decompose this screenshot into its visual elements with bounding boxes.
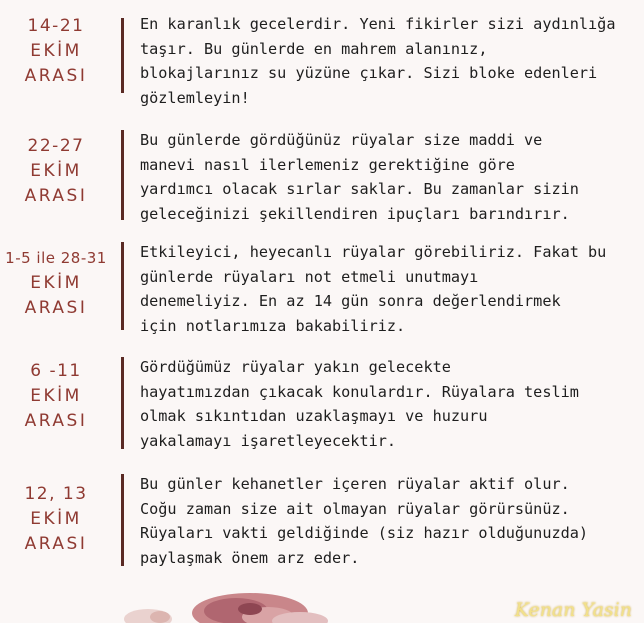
date-suffix: ARASI <box>24 66 88 86</box>
text-line: yardımcı olacak sırlar saklar. Bu zamanlar sizin <box>140 180 579 198</box>
divider-bar <box>121 474 124 566</box>
text-line: Rüyaları vakti geldiğinde (siz hazır olduğunuzda) <box>140 524 589 542</box>
text-line: gözlemleyin! <box>140 88 250 107</box>
text-line: olmak sıkıntıdan uzaklaşmayı ve huzuru <box>140 407 488 425</box>
divider-bar <box>121 130 124 220</box>
entry-date <box>0 14 112 89</box>
entry-date <box>0 359 112 434</box>
petal-shape <box>150 611 170 623</box>
signature-watermark: Kenan Yasin <box>514 599 632 621</box>
date-range: 22-27 <box>27 136 85 156</box>
text-line: yakalamayı işaretleyecektir. <box>140 431 397 450</box>
entry-text <box>140 472 640 570</box>
divider-bar <box>121 242 124 330</box>
text-line: manevi nasıl ilerlemeniz gerektiğine göre <box>140 155 515 174</box>
date-month: EKİM <box>30 161 82 181</box>
entry-text <box>140 355 640 453</box>
text-line: taşır. Bu günlerde en mahrem alanınız, <box>140 39 488 58</box>
entry-text <box>140 128 640 226</box>
text-line: Gördüğümüz rüyalar yakın gelecekte <box>140 358 451 376</box>
date-month: EKİM <box>30 509 82 529</box>
date-range: 14-21 <box>27 16 85 36</box>
text-line: paylaşmak önem arz eder. <box>140 548 360 567</box>
date-month: EKİM <box>30 273 82 293</box>
date-suffix: ARASI <box>24 298 88 318</box>
text-line: denemeliyiz. En az 14 gün sonra değerlendirmek <box>140 292 561 310</box>
text-line: Etkileyici, heyecanlı rüyalar görebiliriz. Fakat bu <box>140 243 607 261</box>
text-line: için notlarımıza bakabiliriz. <box>140 316 406 335</box>
text-line: Coğu zaman size ait olmayan rüyalar görürsünüz. <box>140 499 570 518</box>
text-line: geleceğinizi şekillendiren ipuçları barındırır. <box>140 204 570 223</box>
entry-date <box>0 134 112 209</box>
date-suffix: ARASI <box>24 186 88 206</box>
date-suffix: ARASI <box>24 411 88 431</box>
date-range: 6 -11 <box>30 361 82 381</box>
date-range: 12, 13 <box>24 484 88 504</box>
entry-date <box>0 482 112 557</box>
text-line: Bu günler kehanetler içeren rüyalar aktif olur. <box>140 475 570 493</box>
date-month: EKİM <box>30 41 82 61</box>
entry-text <box>140 240 640 338</box>
text-line: En karanlık gecelerdir. Yeni fikirler sizi aydınlığa <box>140 15 616 33</box>
text-line: Bu günlerde gördüğünüz rüyalar size maddi ve <box>140 131 543 149</box>
date-month: EKİM <box>30 386 82 406</box>
entry-date <box>0 246 112 321</box>
date-suffix: ARASI <box>24 534 88 554</box>
date-range: 1-5 ile 28-31 <box>5 249 107 267</box>
text-line: blokajlarınız su yüzüne çıkar. Sizi bloke edenleri <box>140 64 598 82</box>
text-line: günlerde rüyaları not etmeli unutmayı <box>140 267 479 286</box>
flower-shape <box>238 603 262 615</box>
divider-bar <box>121 357 124 449</box>
text-line: hayatımızdan çıkacak konulardır. Rüyalara teslim <box>140 382 579 401</box>
entry-text <box>140 12 640 110</box>
divider-bar <box>121 18 124 93</box>
